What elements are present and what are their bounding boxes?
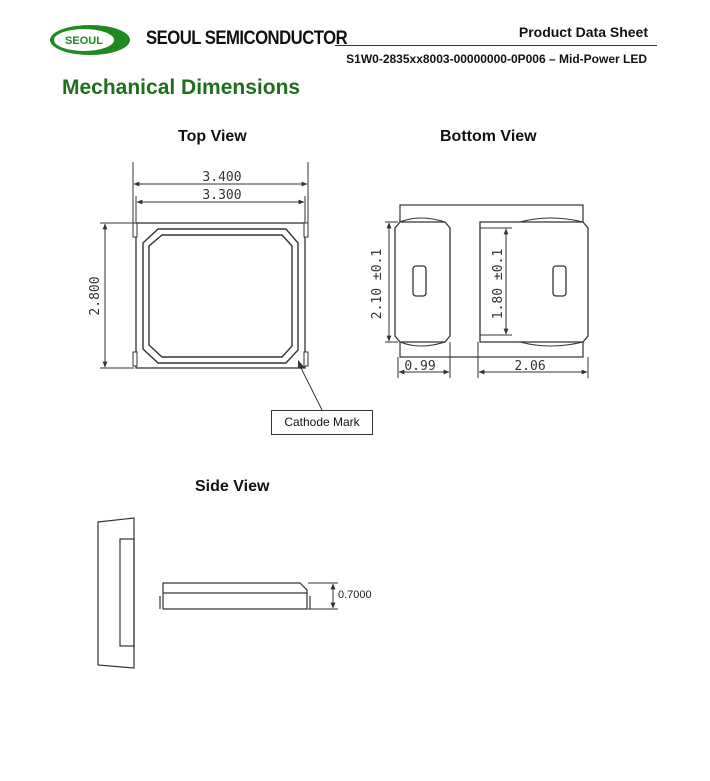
side-view-drawing — [98, 518, 338, 668]
dim-left-pad-height: 2.10 ±0.1 — [370, 248, 385, 320]
cathode-mark-callout: Cathode Mark — [271, 410, 373, 435]
dim-thickness: 0.7000 — [338, 589, 372, 601]
dim-height: 2.800 — [88, 276, 103, 316]
side-view-title: Side View — [195, 478, 270, 495]
dim-right-width: 2.06 — [514, 359, 546, 374]
section-title: Mechanical Dimensions — [62, 76, 301, 99]
part-number: S1W0-2835xx8003-00000000-0P006 – Mid-Power LED — [346, 52, 647, 66]
bottom-view-drawing — [385, 205, 588, 378]
dim-left-width: 0.99 — [404, 359, 436, 374]
top-view-title: Top View — [178, 128, 247, 145]
dim-right-pad-height: 1.80 ±0.1 — [491, 248, 506, 320]
brand-name: SEOUL SEMICONDUCTOR — [146, 28, 348, 49]
doc-type: Product Data Sheet — [518, 24, 648, 40]
dim-total-width: 3.400 — [202, 170, 242, 185]
logo-text: SEOUL — [65, 35, 103, 47]
dim-body-width: 3.300 — [202, 188, 242, 203]
bottom-view-title: Bottom View — [440, 128, 537, 145]
